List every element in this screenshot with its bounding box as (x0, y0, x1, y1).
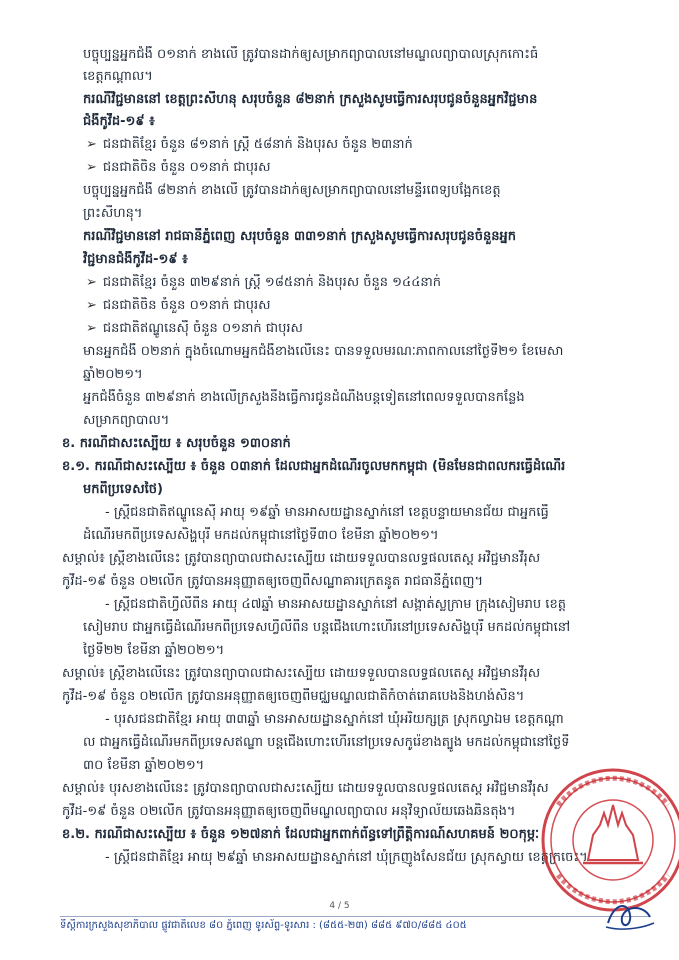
arrow-icon: ➢ (86, 160, 97, 175)
bullet-item (86, 274, 679, 292)
note-line: សម្គាល់៖ ស្ត្រីខាងលើនេះ ត្រូវបានព្យាបាលជាសះស្បើយ ដោយទទួលបានលទ្ធផលតេស្ត អវិជ្ជមានវីរុស (62, 666, 541, 681)
bullet-text: ជនជាតិខ្មែរ ចំនួន ៨១នាក់ ស្ត្រី ៥៨នាក់ និងបុរស ចំនួន ២៣នាក់ (102, 137, 413, 152)
case-line: - បុរសជនជាតិខ្មែរ អាយុ ៣៣ឆ្នាំ មានអាសយដ្ឋានស្នាក់នៅ ឃុំអរិយក្សត្រ ស្រុកល្វាឯម ខេត្តកណ្តា (105, 712, 564, 727)
body-line: ព្រះសីហនុ។ (83, 206, 143, 221)
bullet-text: ជនជាតិចិន ចំនួន ០១នាក់ ជាបុរស (102, 298, 271, 313)
note-line: កូវីដ-១៩ ចំនួន ០២លើក ត្រូវបានអនុញ្ញាតឲ្យចេញពីមណ្ឌលព្យាបាល អនុវិទ្យាល័យឆេងឆិនតុង។ (62, 804, 516, 819)
bullet-item (86, 297, 679, 315)
bullet-item (86, 159, 679, 177)
bullet-text: ជនជាតិខ្មែរ ចំនួន ៣២៩នាក់ ស្ត្រី ១៨៥នាក់ និងបុរស ចំនួន ១៤៤នាក់ (102, 275, 442, 290)
case-line: ថ្ងៃទី២២ ខែមីនា ឆ្នាំ២០២១។ (83, 643, 225, 658)
case-line: សៀមរាប ជាអ្នកធ្វើដំណើរមកពីប្រទេសហ្វីលីពីន បន្តជើងហោះហើរនៅប្រទេសសិង្ហបុរី មកដល់កម្ពុជានៅ (83, 620, 571, 635)
footer-divider (60, 916, 649, 917)
section-heading: ជំងឺកូវីដ-១៩ ៖ (83, 114, 155, 129)
bullet-text: ជនជាតិឥណ្ឌូនេស៊ី ចំនួន ០១នាក់ ជាបុរស (102, 321, 303, 336)
note-line: កូវីដ-១៩ ចំនួន ០២លើក ត្រូវបានអនុញ្ញាតឲ្យចេញពីសណ្ឋាគារក្រេតនូត រាជធានីភ្នំពេញ។ (62, 574, 484, 589)
ministry-seal-icon (538, 765, 679, 915)
body-line: ខេត្តកណ្តាល។ (83, 69, 153, 84)
case-line: - ស្ត្រីជនជាតិឥណ្ឌូនេស៊ី អាយុ ១៩ឆ្នាំ មានអាសយដ្ឋានស្នាក់នៅ ខេត្តបន្ទាយមានជ័យ ជាអ្នកធ្វើ (105, 505, 549, 520)
body-line: ឆ្នាំ២០២១។ (83, 367, 143, 382)
page-number: 4 / 5 (329, 901, 350, 911)
footer-address: ទីស្តីការក្រសួងសុខាភិបាល ផ្លូវជាតិលេខ ៨០ ភ្នំពេញ ទូរស័ព្ទ-ទូរសារ : (៨៥៥-២៣) ៨៨៥ ៩៧០/៨៨៥ ៤០៥ (60, 920, 467, 931)
body-line: បច្ចុប្បន្នអ្នកជំងឺ ៨២នាក់ ខាងលើ ត្រូវបានដាក់ឲ្យសម្រាកព្យាបាលនៅមន្ទីរពេទ្យបង្អែកខេត្ត (83, 183, 501, 198)
note-line: សម្គាល់៖ បុរសខាងលើនេះ ត្រូវបានព្យាបាលជាសះស្បើយ ដោយទទួលបានលទ្ធផលតេស្ត អវិជ្ជមានវីរុស (62, 781, 549, 796)
case-line: ល ជាអ្នកធ្វើដំណើរមកពីប្រទេសឥណ្ឌា បន្តជើងហោះហើរនៅប្រទេសកូរ៉េខាងត្បូង មកដល់កម្ពុជានៅថ្ងៃទី (83, 735, 570, 750)
note-line: សម្គាល់៖ ស្ត្រីខាងលើនេះ ត្រូវបានព្យាបាលជាសះស្បើយ ដោយទទួលបានលទ្ធផលតេស្ត អវិជ្ជមានវីរុស (62, 551, 541, 566)
case-line: ដំណើរមកពីប្រទេសសិង្ហបុរី មកដល់កម្ពុជានៅថ្ងៃទី៣០ ខែមីនា ឆ្នាំ២០២១។ (83, 528, 439, 543)
bullet-item (86, 320, 679, 338)
arrow-icon: ➢ (86, 298, 97, 313)
body-line: មានអ្នកជំងឺ ០២នាក់ ក្នុងចំណោមអ្នកជំងឺខាងលើនេះ បានទទួលមរណៈភាពកាលនៅថ្ងៃទី២១ ខែមេសា (83, 344, 564, 359)
section-heading: ករណីវិជ្ជមាននៅ រាជធានីភ្នំពេញ សរុបចំនួន ៣៣១នាក់ ក្រសួងសូមធ្វើការសរុបជូនចំនួនអ្នក (83, 229, 516, 244)
subsection-heading: មកពីប្រទេសថៃ) (83, 482, 163, 497)
case-line: - ស្ត្រីជនជាតិខ្មែរ អាយុ ២៩ឆ្នាំ មានអាសយដ្ឋានស្នាក់នៅ ឃុំក្រញូងសែនជ័យ ស្រុកស្វាយ ខេត្តក្រចេះ។ (105, 850, 588, 865)
section-heading: វិជ្ជមានជំងឺកូវីដ-១៩ ៖ (83, 252, 188, 267)
arrow-icon: ➢ (86, 275, 97, 290)
subsection-heading: ខ.២. ករណីជាសះស្បើយ ៖ ចំនួន ១២៧នាក់ ដែលជាអ្នកពាក់ព័ន្ធទៅព្រឹត្តិការណ៍សហគមន៍ ២០កុម្ភៈ (62, 827, 540, 842)
body-line: បច្ចុប្បន្នអ្នកជំងឺ ០១នាក់ ខាងលើ ត្រូវបានដាក់ឲ្យសម្រាកព្យាបាលនៅមណ្ឌលព្យាបាលស្រុកកោះធំ (83, 47, 539, 62)
case-line: - ស្ត្រីជនជាតិហ្វីលីពីន អាយុ ៤៧ឆ្នាំ មានអាសយដ្ឋានស្នាក់នៅ សង្កាត់ស្លក្រាម ក្រុងសៀមរាប ខេត្ត (105, 597, 566, 612)
body-line: អ្នកជំងឺចំនួន ៣២៩នាក់ ខាងលើក្រសួងនឹងធ្វើការជូនដំណឹងបន្តទៀតនៅពេលទទួលបានកន្លែង (83, 390, 525, 405)
subsection-heading: ខ.១. ករណីជាសះស្បើយ ៖ ចំនួន ០៣នាក់ ដែលជាអ្នកដំណើរចូលមកកម្ពុជា (មិនមែនជាពលករធ្វើដំណើរ (62, 459, 566, 474)
arrow-icon: ➢ (86, 321, 97, 336)
section-heading: ករណីវិជ្ជមាននៅ ខេត្តព្រះសីហនុ សរុបចំនួន ៨២នាក់ ក្រសួងសូមធ្វើការសរុបជូនចំនួនអ្នកវិជ្ជមាន (83, 92, 538, 107)
bullet-item (86, 136, 679, 154)
note-line: កូវីដ-១៩ ចំនួន ០២លើក ត្រូវបានអនុញ្ញាតឲ្យចេញពីមជ្ឈមណ្ឌលជាតិកំចាត់រោគបេងនិងហង់សិន។ (62, 689, 525, 704)
signature-icon (600, 895, 660, 935)
case-line: ៣០ ខែមីនា ឆ្នាំ២០២១។ (83, 758, 205, 773)
arrow-icon: ➢ (86, 137, 97, 152)
body-line: សម្រាកព្យាបាល។ (83, 413, 170, 428)
section-heading: ខ. ករណីជាសះស្បើយ ៖ សរុបចំនួន ១៣០នាក់ (62, 436, 291, 451)
bullet-text: ជនជាតិចិន ចំនួន ០១នាក់ ជាបុរស (102, 160, 271, 175)
